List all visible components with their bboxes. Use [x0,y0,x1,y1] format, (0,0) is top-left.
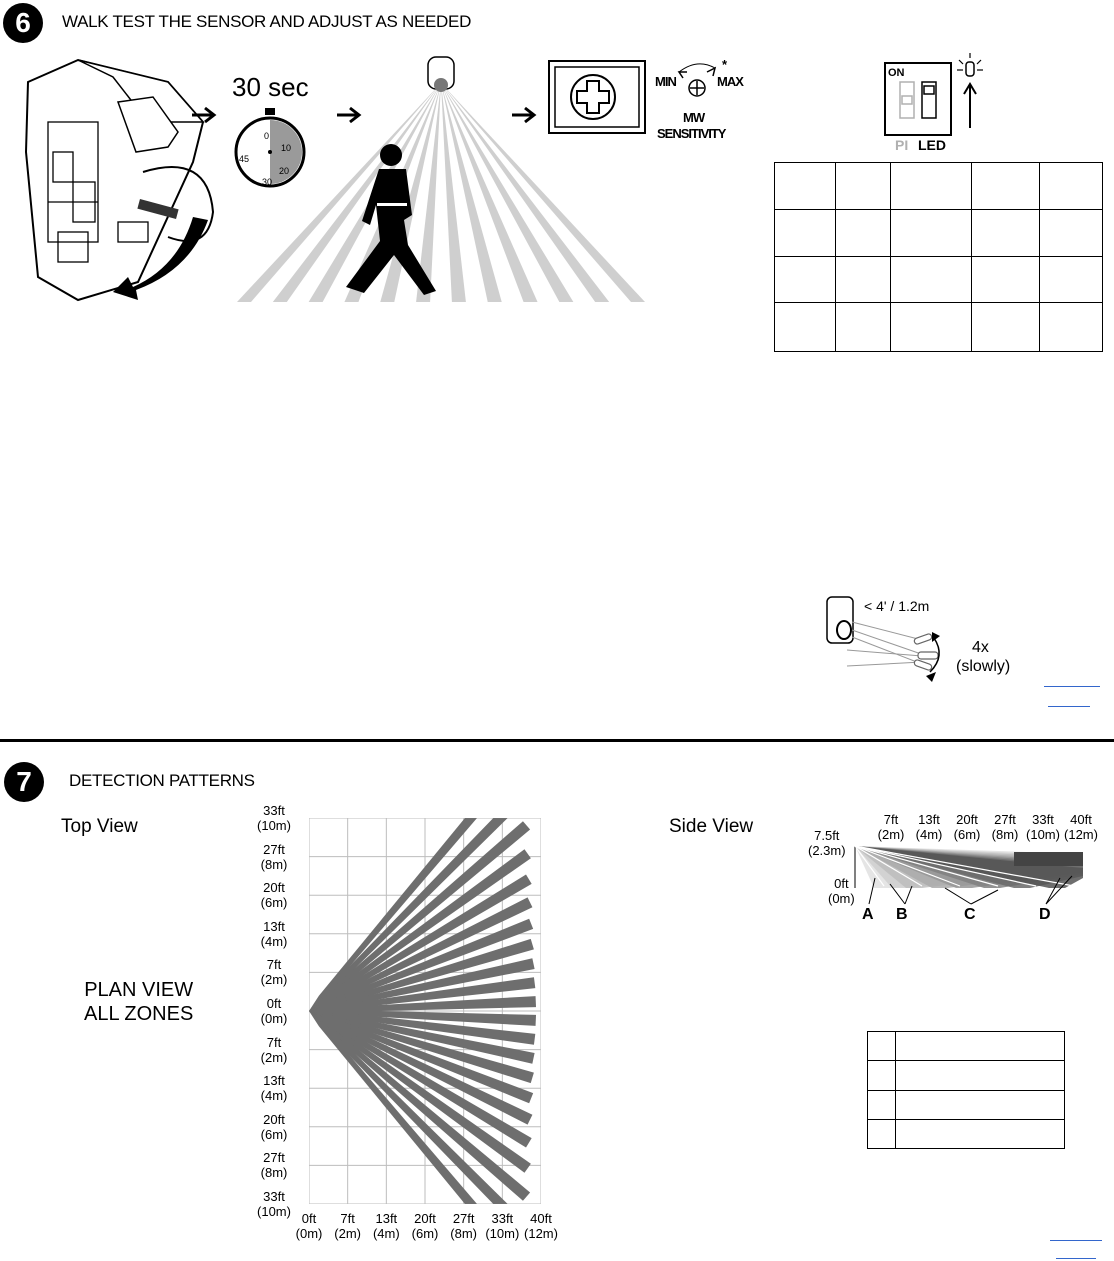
side-height-bottom-m: (0m) [828,891,855,906]
table-cell [835,210,890,257]
table-cell [895,1119,1064,1148]
y-tick-label: 13ft (4m) [260,1073,288,1104]
y-tick-label: 27ft (8m) [260,841,288,872]
zone-label-d: D [1039,906,1051,923]
stopwatch-mark-30: 30 [262,177,273,187]
zone-label-c: C [964,906,976,923]
side-x-tick-label: 40ft (12m) [1064,812,1098,842]
table-cell [868,1090,896,1119]
side-x-tick-label: 20ft (6m) [953,812,981,842]
x-tick-label: 40ft (12m) [524,1211,558,1241]
side-height-bottom-ft: 0ft [834,876,849,891]
stopwatch-mark-10: 10 [281,143,292,153]
table-cell [835,303,890,352]
section-6-title: WALK TEST THE SENSOR AND ADJUST AS NEEDED [62,12,472,31]
table-cell [895,1090,1064,1119]
table-cell [895,1061,1064,1090]
x-tick-label: 20ft (6m) [411,1211,439,1241]
sensitivity-knob-icon [675,58,719,98]
y-tick-label: 33ft (10m) [257,803,291,833]
y-tick-label: 27ft (8m) [260,1150,288,1181]
table-cell [1040,163,1103,210]
x-tick-label: 0ft (0m) [295,1211,323,1241]
plan-view-line2: ALL ZONES [84,1003,194,1025]
table-cell [890,303,972,352]
x-tick-label: 7ft (2m) [334,1211,362,1241]
table-cell [1040,303,1103,352]
y-tick-label: 7ft (2m) [260,957,288,988]
sens-max-label: MAX [717,74,743,89]
side-x-tick-label: 13ft (4m) [915,812,943,842]
zone-legend-table [867,1031,1065,1149]
stopwatch-mark-45: 45 [239,154,250,164]
step-7-badge [4,762,44,802]
link-underline [1044,686,1100,687]
stopwatch-mark-20: 20 [279,166,290,176]
table-cell [1040,257,1103,303]
rotate-distance-label: < 4' / 1.2m [864,598,930,614]
y-tick-label: 20ft (6m) [260,880,288,911]
stopwatch-mark-0: 0 [264,131,270,141]
rotate-count-label: 4x [972,639,989,656]
table-cell [972,210,1040,257]
table-cell [890,163,972,210]
zone-label-a: A [862,906,874,923]
table-cell [972,163,1040,210]
table-cell [775,257,836,303]
side-height-top-m: (2.3m) [808,843,846,858]
y-tick-label: 33ft (10m) [257,1189,291,1219]
top-view-pattern [309,818,541,1204]
link-underline [1056,1258,1096,1259]
side-height-top-ft: 7.5ft [814,828,840,843]
y-tick-label: 20ft (6m) [260,1111,288,1142]
x-tick-label: 13ft (4m) [372,1211,400,1241]
led-blink-icon [955,52,985,132]
table-cell [1040,210,1103,257]
table-cell [972,257,1040,303]
zone-leader-lines [850,870,1090,910]
side-zone-beam [1014,852,1083,866]
table-cell [868,1061,896,1090]
dip-led-label: LED [918,137,946,153]
sens-title-line2: SENSITIVITY [657,126,726,141]
table-cell [775,210,836,257]
side-x-tick-label: 27ft (8m) [991,812,1019,842]
dip-on-label: ON [888,67,905,79]
dip-pi-label: PI [895,137,909,153]
x-tick-label: 27ft (8m) [450,1211,478,1241]
side-height-top-label [808,828,846,858]
sens-asterisk: * [722,57,728,72]
walk-test-table [774,162,1103,352]
table-cell [868,1119,896,1148]
step-number: 7 [16,766,32,797]
y-tick-label: 13ft (4m) [260,918,288,949]
section-7-title: DETECTION PATTERNS [69,771,255,790]
side-view-title: Side View [669,816,754,837]
sensor-led-icon [434,78,448,92]
sens-title-line1: MW [683,110,705,125]
link-underline [1048,706,1090,707]
y-tick-label: 0ft (0m) [260,996,288,1026]
section-divider [0,739,1114,742]
top-view-title: Top View [61,816,138,837]
zone-label-b: B [896,906,908,923]
table-cell [775,303,836,352]
rotate-speed-label: (slowly) [956,658,1011,675]
pot-adjust-icon [548,60,646,134]
side-x-tick-label: 7ft (2m) [877,812,905,842]
link-underline [1050,1240,1102,1241]
table-cell [895,1032,1064,1061]
plan-view-line1: PLAN VIEW [84,979,194,1001]
arrow-right-icon [190,105,220,125]
sensor-open-illustration [18,52,218,304]
step-number: 6 [15,7,31,38]
step-6-badge [3,3,43,43]
table-cell [890,210,972,257]
table-cell [835,163,890,210]
timer-label: 30 sec [232,72,309,102]
plan-view-label [84,978,193,1026]
table-cell [890,257,972,303]
y-tick-label: 7ft (2m) [260,1034,288,1065]
sens-min-label: MIN [655,74,676,89]
x-tick-label: 33ft (10m) [485,1211,520,1241]
table-cell [835,257,890,303]
table-cell [775,163,836,210]
side-x-tick-label: 33ft (10m) [1026,812,1060,842]
table-cell [972,303,1040,352]
table-cell [868,1032,896,1061]
